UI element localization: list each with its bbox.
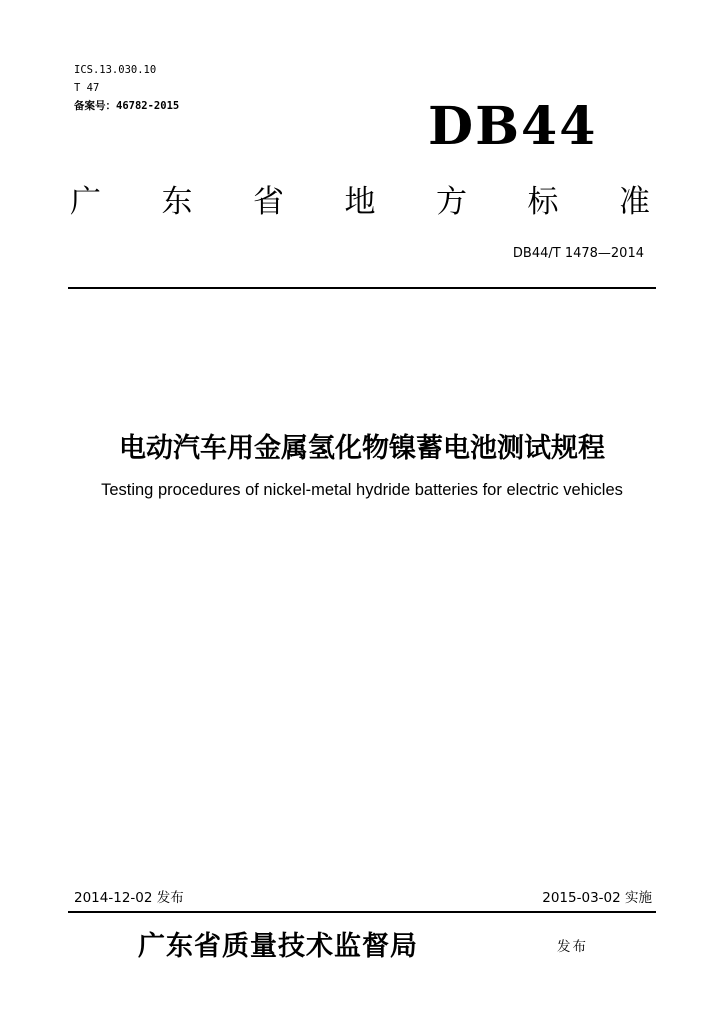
standard-type-char: 广 bbox=[70, 184, 101, 220]
top-divider bbox=[68, 287, 656, 289]
filing-number: 备案号：46782-2015 bbox=[74, 100, 180, 112]
standard-type-char: 准 bbox=[619, 184, 650, 220]
db-logo: DB44 bbox=[428, 96, 598, 157]
standard-type-char: 地 bbox=[344, 184, 376, 220]
standard-type bbox=[70, 176, 650, 221]
ics-code: ICS.13.030.10 bbox=[74, 64, 157, 76]
title-english: Testing procedures of nickel-metal hydride batteries for electric vehicles bbox=[101, 481, 623, 499]
publish-date: 2014-12-02 发布 bbox=[74, 890, 184, 906]
standard-number: DB44/T 1478—2014 bbox=[512, 246, 644, 261]
bottom-divider bbox=[68, 911, 656, 913]
standard-type-char: 方 bbox=[436, 184, 467, 220]
standard-type-char: 东 bbox=[161, 184, 193, 220]
category-code: T 47 bbox=[74, 82, 100, 94]
title-chinese: 电动汽车用金属氢化物镍蓄电池测试规程 bbox=[119, 433, 605, 464]
implement-date: 2015-03-02 实施 bbox=[542, 890, 652, 906]
issuer-name: 广东省质量技术监督局 bbox=[138, 931, 418, 962]
standard-type-char: 标 bbox=[527, 184, 559, 220]
standard-type-char: 省 bbox=[253, 184, 284, 220]
issued-label: 发布 bbox=[557, 939, 588, 955]
